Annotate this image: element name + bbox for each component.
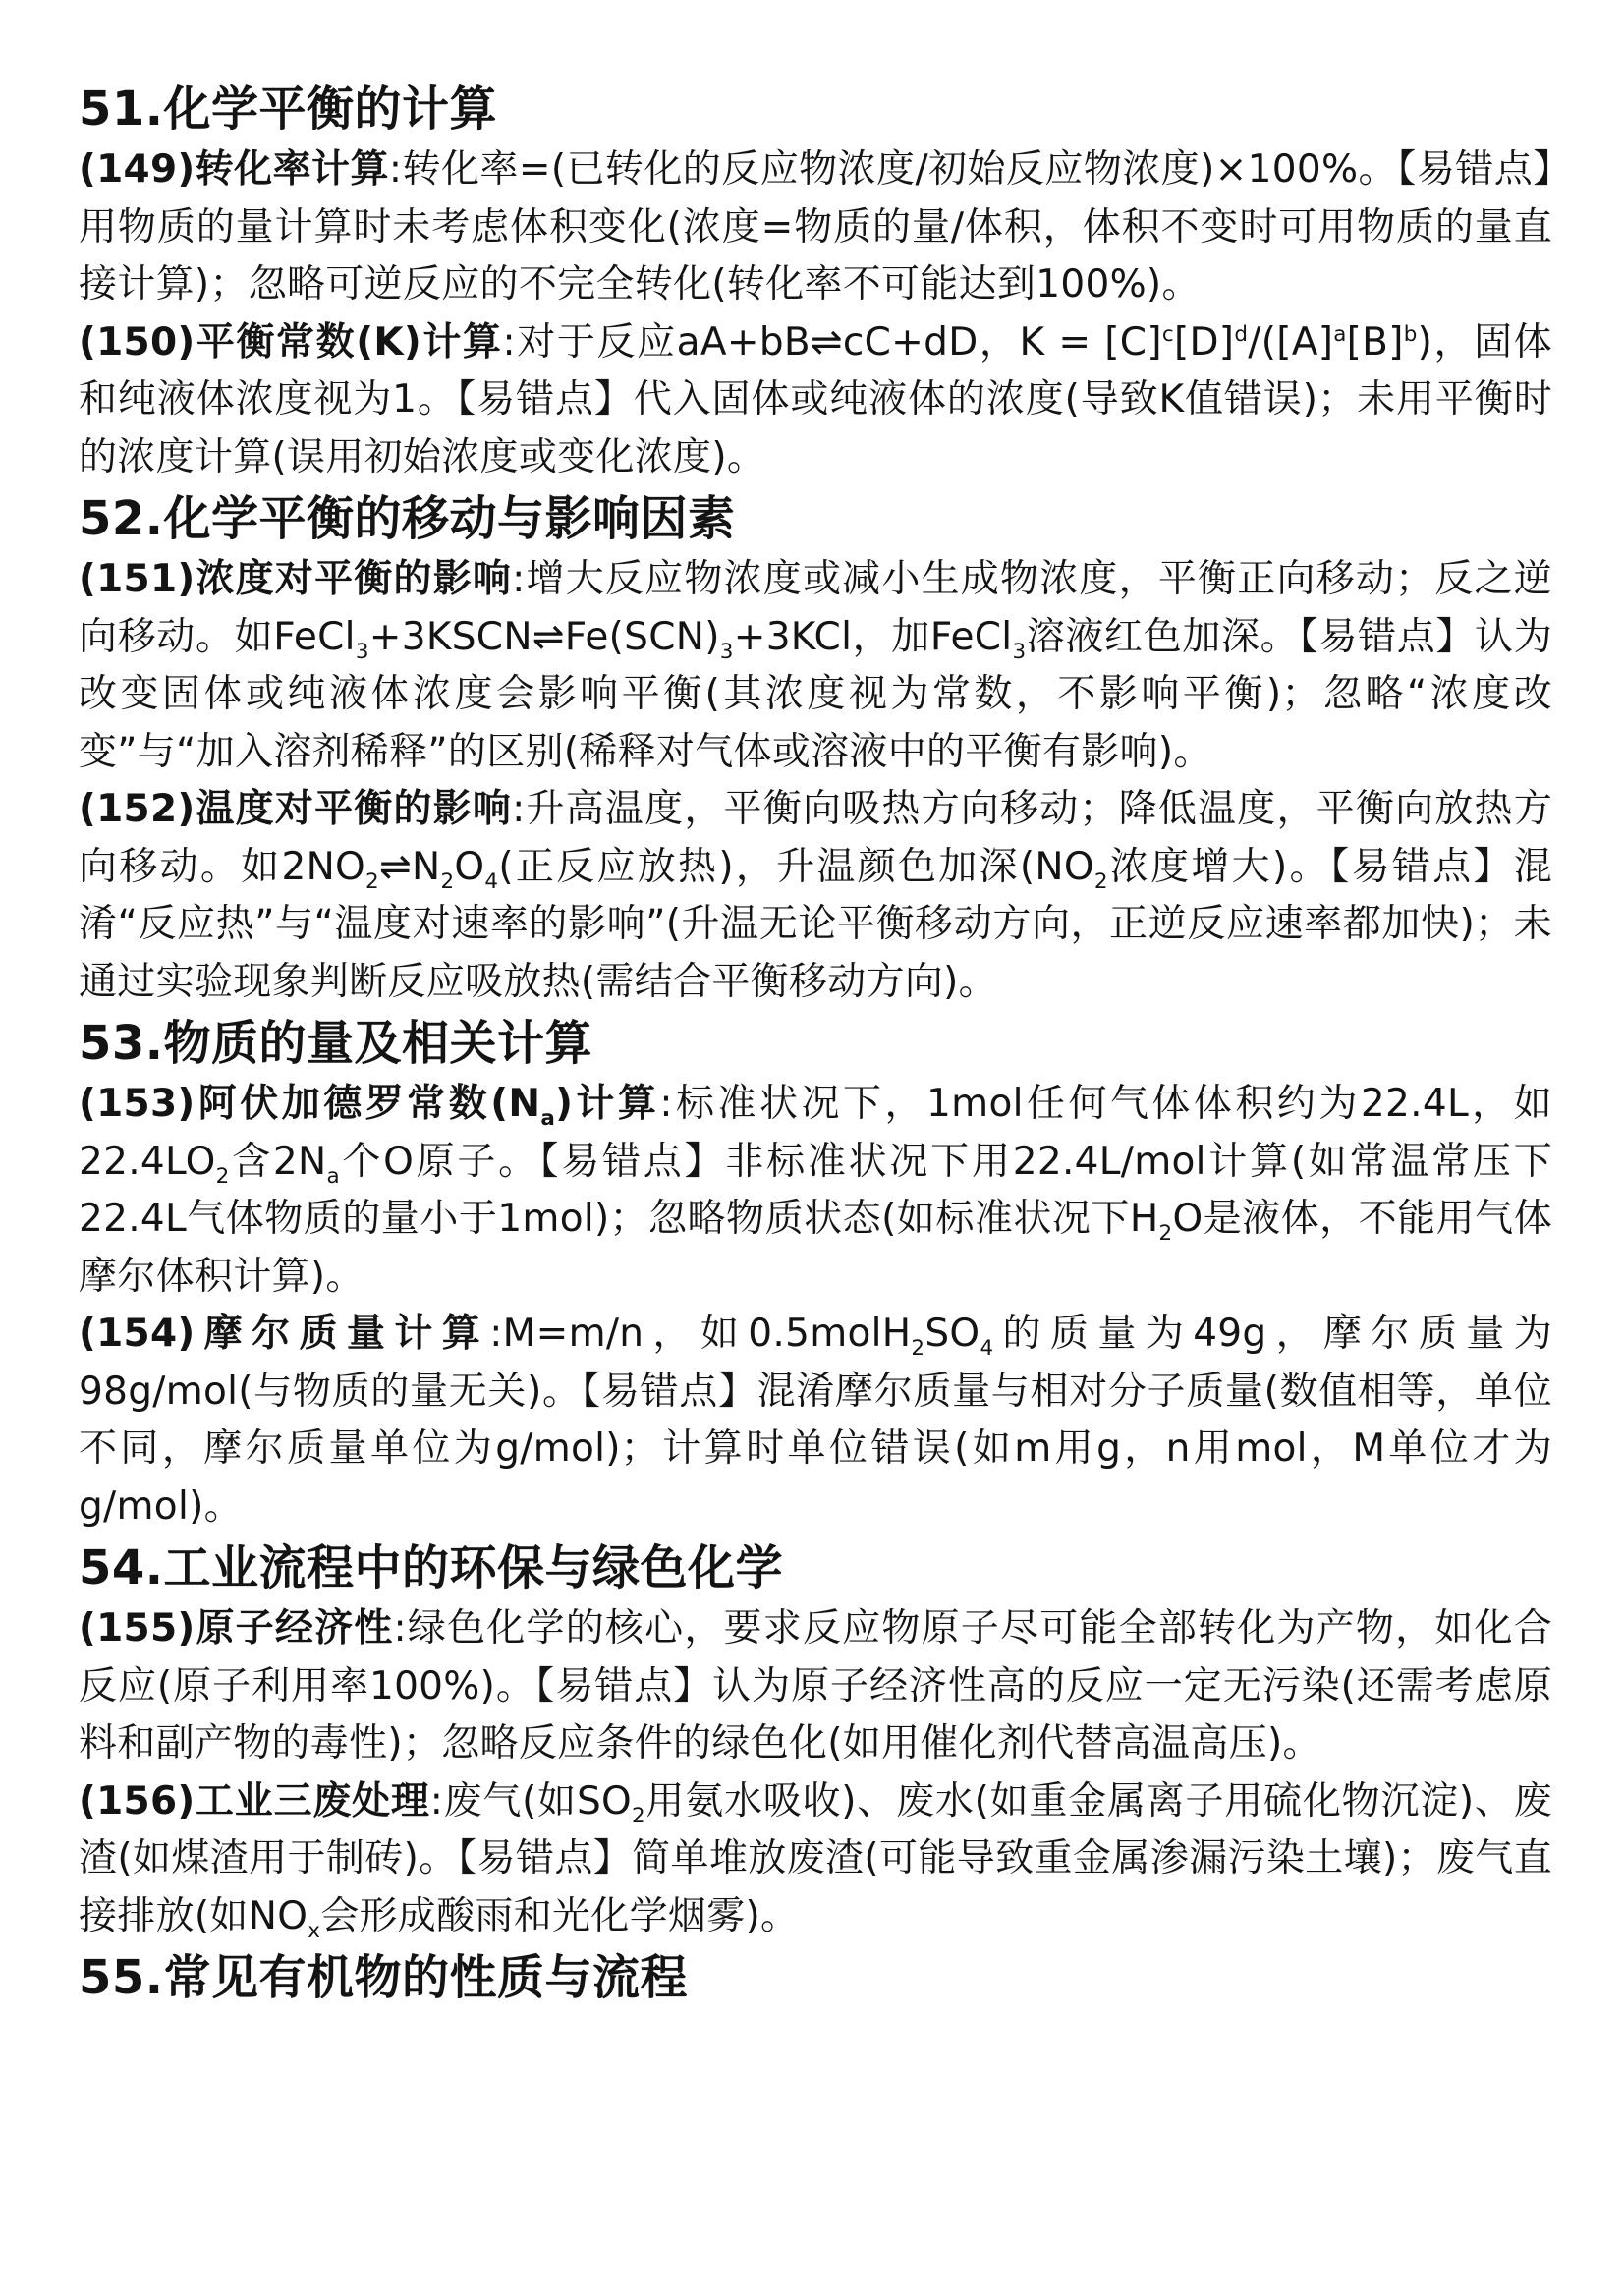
section-title: 55.常见有机物的性质与流程 — [79, 1950, 689, 2005]
point-paragraph — [79, 1306, 1552, 1536]
subscript: a — [326, 1163, 340, 1189]
point-paragraph — [79, 1773, 1552, 1946]
subscript: 2 — [1158, 1220, 1173, 1246]
point-body: :绿色化学的核心，要求反应物原子尽可能全部转化为产物，如化合反应(原子利用率100%)。【易错点】认为原子经济性高的反应一定无污染(还需考虑原料和副产物的毒性)；忽略反应条件的绿色化(如用催化剂代替高温高压)。 — [79, 1606, 1553, 1765]
subscript: 4 — [980, 1335, 994, 1361]
subscript: 3 — [1012, 639, 1027, 664]
point-body: :对于反应aA+bB⇌cC+dD，$K = [C]^c[D]^d/([A]^a[B]^b)$，固体和纯液体浓度视为1。【易错点】代入固体或纯液体的浓度(导致K值错误)；未用平衡时的浓度计算(误用初始浓度或变化浓度)。 — [79, 319, 1552, 479]
point-body: :转化率=(已转化的反应物浓度/初始反应物浓度)×100%。【易错点】用物质的量计算时未考虑体积变化(浓度=物质的量/体积，体积不变时可用物质的量直接计算)；忽略可逆反应的不完全转化(转化率不可能达到100%)。 — [79, 147, 1552, 307]
subscript: x — [308, 1918, 321, 1943]
point-body: :增大反应物浓度或减小生成物浓度，平衡正向移动；反之逆向移动。如$FeCl_3+3KSCN\rightleftharpoons Fe(SCN)_3+3KCl$，加FeCl$_3$溶液红色加深。【易错点】认为改变固体或纯液体浓度会影响平衡(其浓度视为常数，不影响平衡)；忽略“浓度改变”与“加入溶剂稀释”的区别(稀释对气体或溶液中的平衡有影响)。 — [79, 557, 1552, 774]
point-paragraph — [79, 551, 1552, 781]
subscript: 3 — [355, 639, 369, 664]
point-body: :升高温度，平衡向吸热方向移动；降低温度，平衡向放热方向移动。如$2NO_2\rightleftharpoons N_2O_4$(正反应放热)，升温颜色加深($NO_2$浓度增大)。【易错点】混淆“反应热”与“温度对速率的影响”(升温无论平衡移动方向，正逆反应速率都加快)；未通过实验现象判断反应吸放热(需结合平衡移动方向)。 — [79, 787, 1552, 1004]
subscript: 2 — [911, 1335, 925, 1361]
superscript: c — [1161, 321, 1174, 347]
point-paragraph — [79, 781, 1552, 1011]
subscript: 4 — [484, 868, 499, 894]
section-title: 54.工业流程中的环保与绿色化学 — [79, 1540, 784, 1596]
subscript: 2 — [215, 1163, 230, 1189]
section-title: 52.化学平衡的移动与影响因素 — [79, 491, 736, 546]
point-body: :废气(如$SO_2$用氨水吸收)、废水(如重金属离子用硫化物沉淀)、废渣(如煤渣用于制砖)。【易错点】简单堆放废渣(可能导致重金属渗漏污染土壤)；废气直接排放(如$NO_x$会形成酸雨和光化学烟雾)。 — [79, 1778, 1552, 1943]
superscript: b — [1403, 321, 1418, 347]
point-paragraph — [79, 1076, 1552, 1306]
point-term: (149)转化率计算 — [79, 147, 389, 192]
superscript: d — [1234, 321, 1249, 347]
subscript: 2 — [1093, 868, 1108, 894]
point-term: (155)原子经济性 — [79, 1606, 394, 1651]
point-body: :标准状况下，1mol任何气体体积约为22.4L，如$22.4LO_2$含$2N_a$个O原子。【易错点】非标准状况下用22.4L/mol计算(如常温常压下22.4L气体物质的量小于1mol)；忽略物质状态(如标准状况下$H_2O$是液体，不能用气体摩尔体积计算)。 — [79, 1082, 1552, 1299]
point-paragraph — [79, 141, 1552, 314]
point-body: :M=m/n，如$0.5molH_2SO_4$的质量为49g，摩尔质量为98g/mol(与物质的量无关)。【易错点】混淆摩尔质量与相对分子质量(数值相等，单位不同，摩尔质量单位为g/mol)；计算时单位错误(如m用g，n用mol，M单位才为g/mol)。 — [79, 1312, 1552, 1529]
point-term: (152)温度对平衡的影响 — [79, 787, 513, 831]
point-term: (154)摩尔质量计算 — [79, 1312, 490, 1356]
subscript: 2 — [440, 868, 455, 894]
superscript: a — [1333, 321, 1347, 347]
section-title: 53.物质的量及相关计算 — [79, 1016, 593, 1071]
point-paragraph — [79, 1600, 1552, 1773]
document-body — [79, 77, 1552, 2010]
subscript: a — [540, 1105, 556, 1131]
point-term: (156)工业三废处理 — [79, 1778, 430, 1823]
subscript: 2 — [365, 868, 379, 894]
point-term: (151)浓度对平衡的影响 — [79, 557, 513, 601]
subscript: 2 — [632, 1803, 645, 1828]
point-term: (150)平衡常数(K)计算 — [79, 319, 503, 364]
point-paragraph — [79, 314, 1552, 487]
point-term: (153)阿伏加德罗常数$(N_a)$计算 — [79, 1082, 660, 1131]
section-title: 51.化学平衡的计算 — [79, 82, 498, 137]
subscript: 3 — [719, 639, 734, 664]
